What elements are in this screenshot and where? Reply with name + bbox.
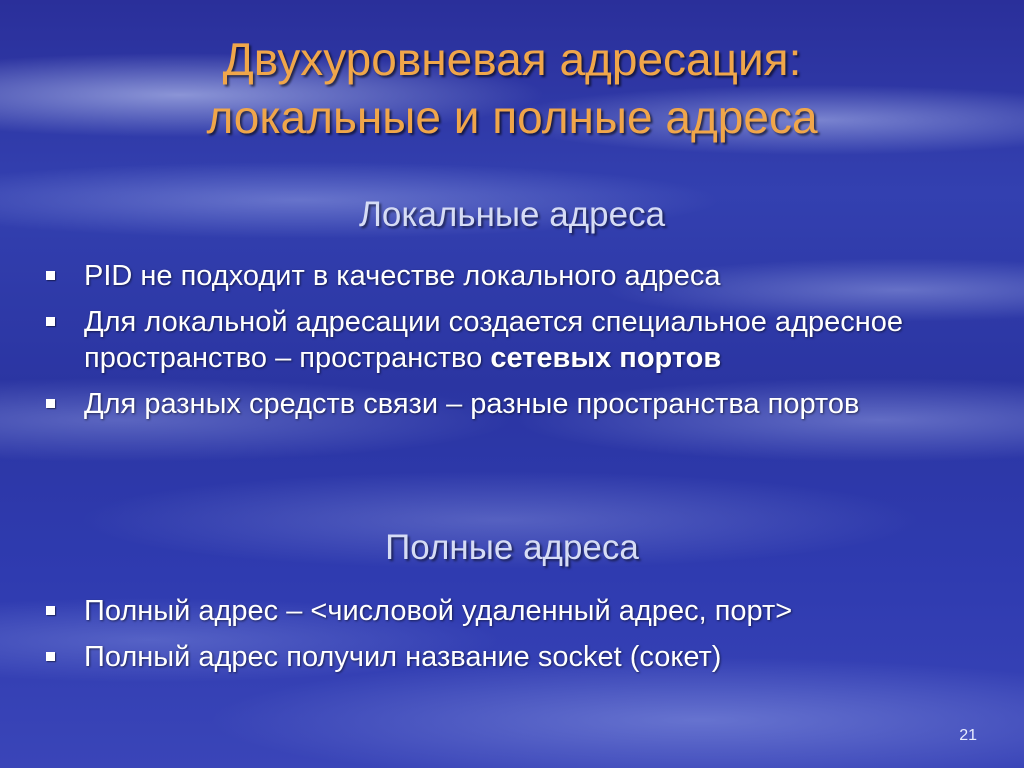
square-bullet-icon — [46, 652, 55, 661]
bullet-text: Для локальной адресации создается специальное адресное пространство – пространство — [84, 306, 904, 374]
local-bullet-list — [46, 258, 946, 432]
list-item — [46, 639, 946, 675]
bullet-bold-text: сетевых портов — [490, 342, 722, 374]
full-bullet-list — [46, 593, 946, 685]
section-heading-full: Полные адреса — [385, 528, 639, 567]
title-line-1: Двухуровневая адресация: — [222, 33, 802, 85]
bullet-text: PID не подходит в качестве локального адреса — [84, 260, 721, 292]
bullet-text: Полный адрес получил название socket (сокет) — [84, 641, 722, 673]
list-item — [46, 258, 946, 294]
slide-title — [0, 30, 1024, 146]
list-item — [46, 386, 946, 422]
bullet-text: Полный адрес – <числовой удаленный адрес, порт> — [84, 595, 793, 627]
square-bullet-icon — [46, 271, 55, 280]
title-line-2: локальные и полные адреса — [206, 91, 818, 143]
square-bullet-icon — [46, 606, 55, 615]
list-item — [46, 593, 946, 629]
section-heading-local: Локальные адреса — [358, 195, 666, 234]
square-bullet-icon — [46, 399, 55, 408]
square-bullet-icon — [46, 317, 55, 326]
bullet-text: Для разных средств связи – разные пространства портов — [84, 388, 860, 420]
list-item — [46, 304, 946, 376]
page-number: 21 — [959, 727, 977, 744]
